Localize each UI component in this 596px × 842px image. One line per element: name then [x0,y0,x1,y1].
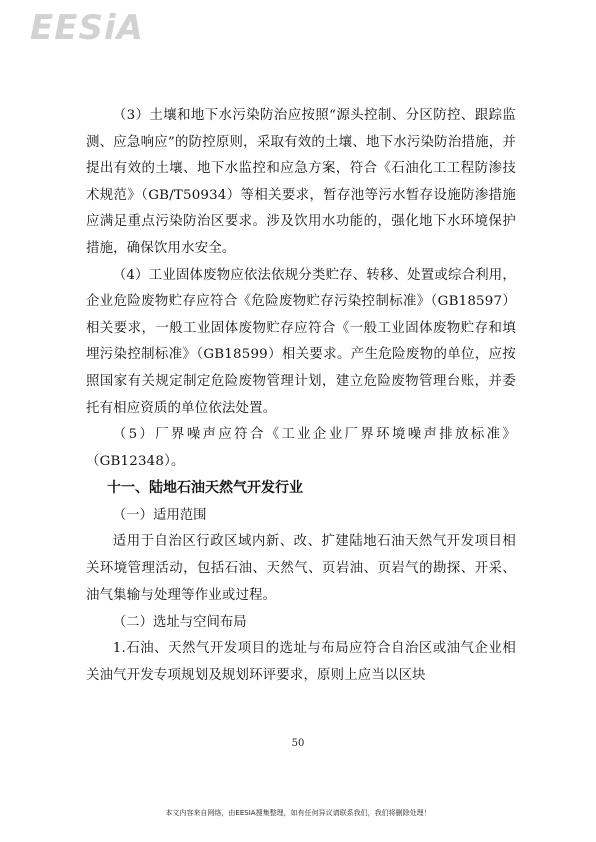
paragraph-soil-groundwater: （3）土壤和地下水污染防治应按照“源头控制、分区防控、跟踪监测、应急响应”的防控原则，采取有效的土壤、地下水污染防治措施，并提出有效的土壤、地下水监控和应急方案，符合《石油化工工程防渗技术规范》（GB/T50934）等相关要求，暂存池等污水暂存设施防渗措施应满足重点污染防治区要求。涉及饮用水功能的，强化地下水环境保护措施，确保饮用水安全。 [86,108,516,256]
footer-disclaimer: 本文内容来自网络，由EESIA搜集整理，如有任何异议请联系我们，我们将删除处理！ [165,809,431,817]
paragraph-solid-waste: （4）工业固体废物应依法依规分类贮存、转移、处置或综合利用，企业危险废物贮存应符合《危险废物贮存污染控制标准》（GB18597）相关要求，一般工业固体废物贮存应符合《一般工业固体废物贮存和填埋污染控制标准》（GB18599）相关要求。产生危险废物的单位，应按照国家有关规定制定危险废物管理计划，建立危险废物管理台账，并委托有相应资质的单位依法处置。 [86,267,516,416]
section-heading: 十一、陆地石油天然气开发行业 [107,480,303,497]
subheading-scope: （一）适用范围 [112,508,207,524]
eesia-logo: EESiA [30,8,144,48]
paragraph-scope: 适用于自治区行政区域内新、改、扩建陆地石油天然气开发项目相关环境管理活动，包括石油、天然气、页岩油、页岩气的勘探、开采、油气集输与处理等作业或过程。 [86,534,516,603]
paragraph-noise: （5）厂界噪声应符合《工业企业厂界环境噪声排放标准》（GB12348）。 [86,427,516,469]
subheading-siting: （二）选址与空间布局 [112,615,247,631]
paragraph-siting: 1.石油、天然气开发项目的选址与布局应符合自治区或油气企业相关油气开发专项规划及规划环评要求，原则上应当以区块 [86,641,516,683]
document-body [86,103,516,689]
page-number: 50 [291,738,305,749]
